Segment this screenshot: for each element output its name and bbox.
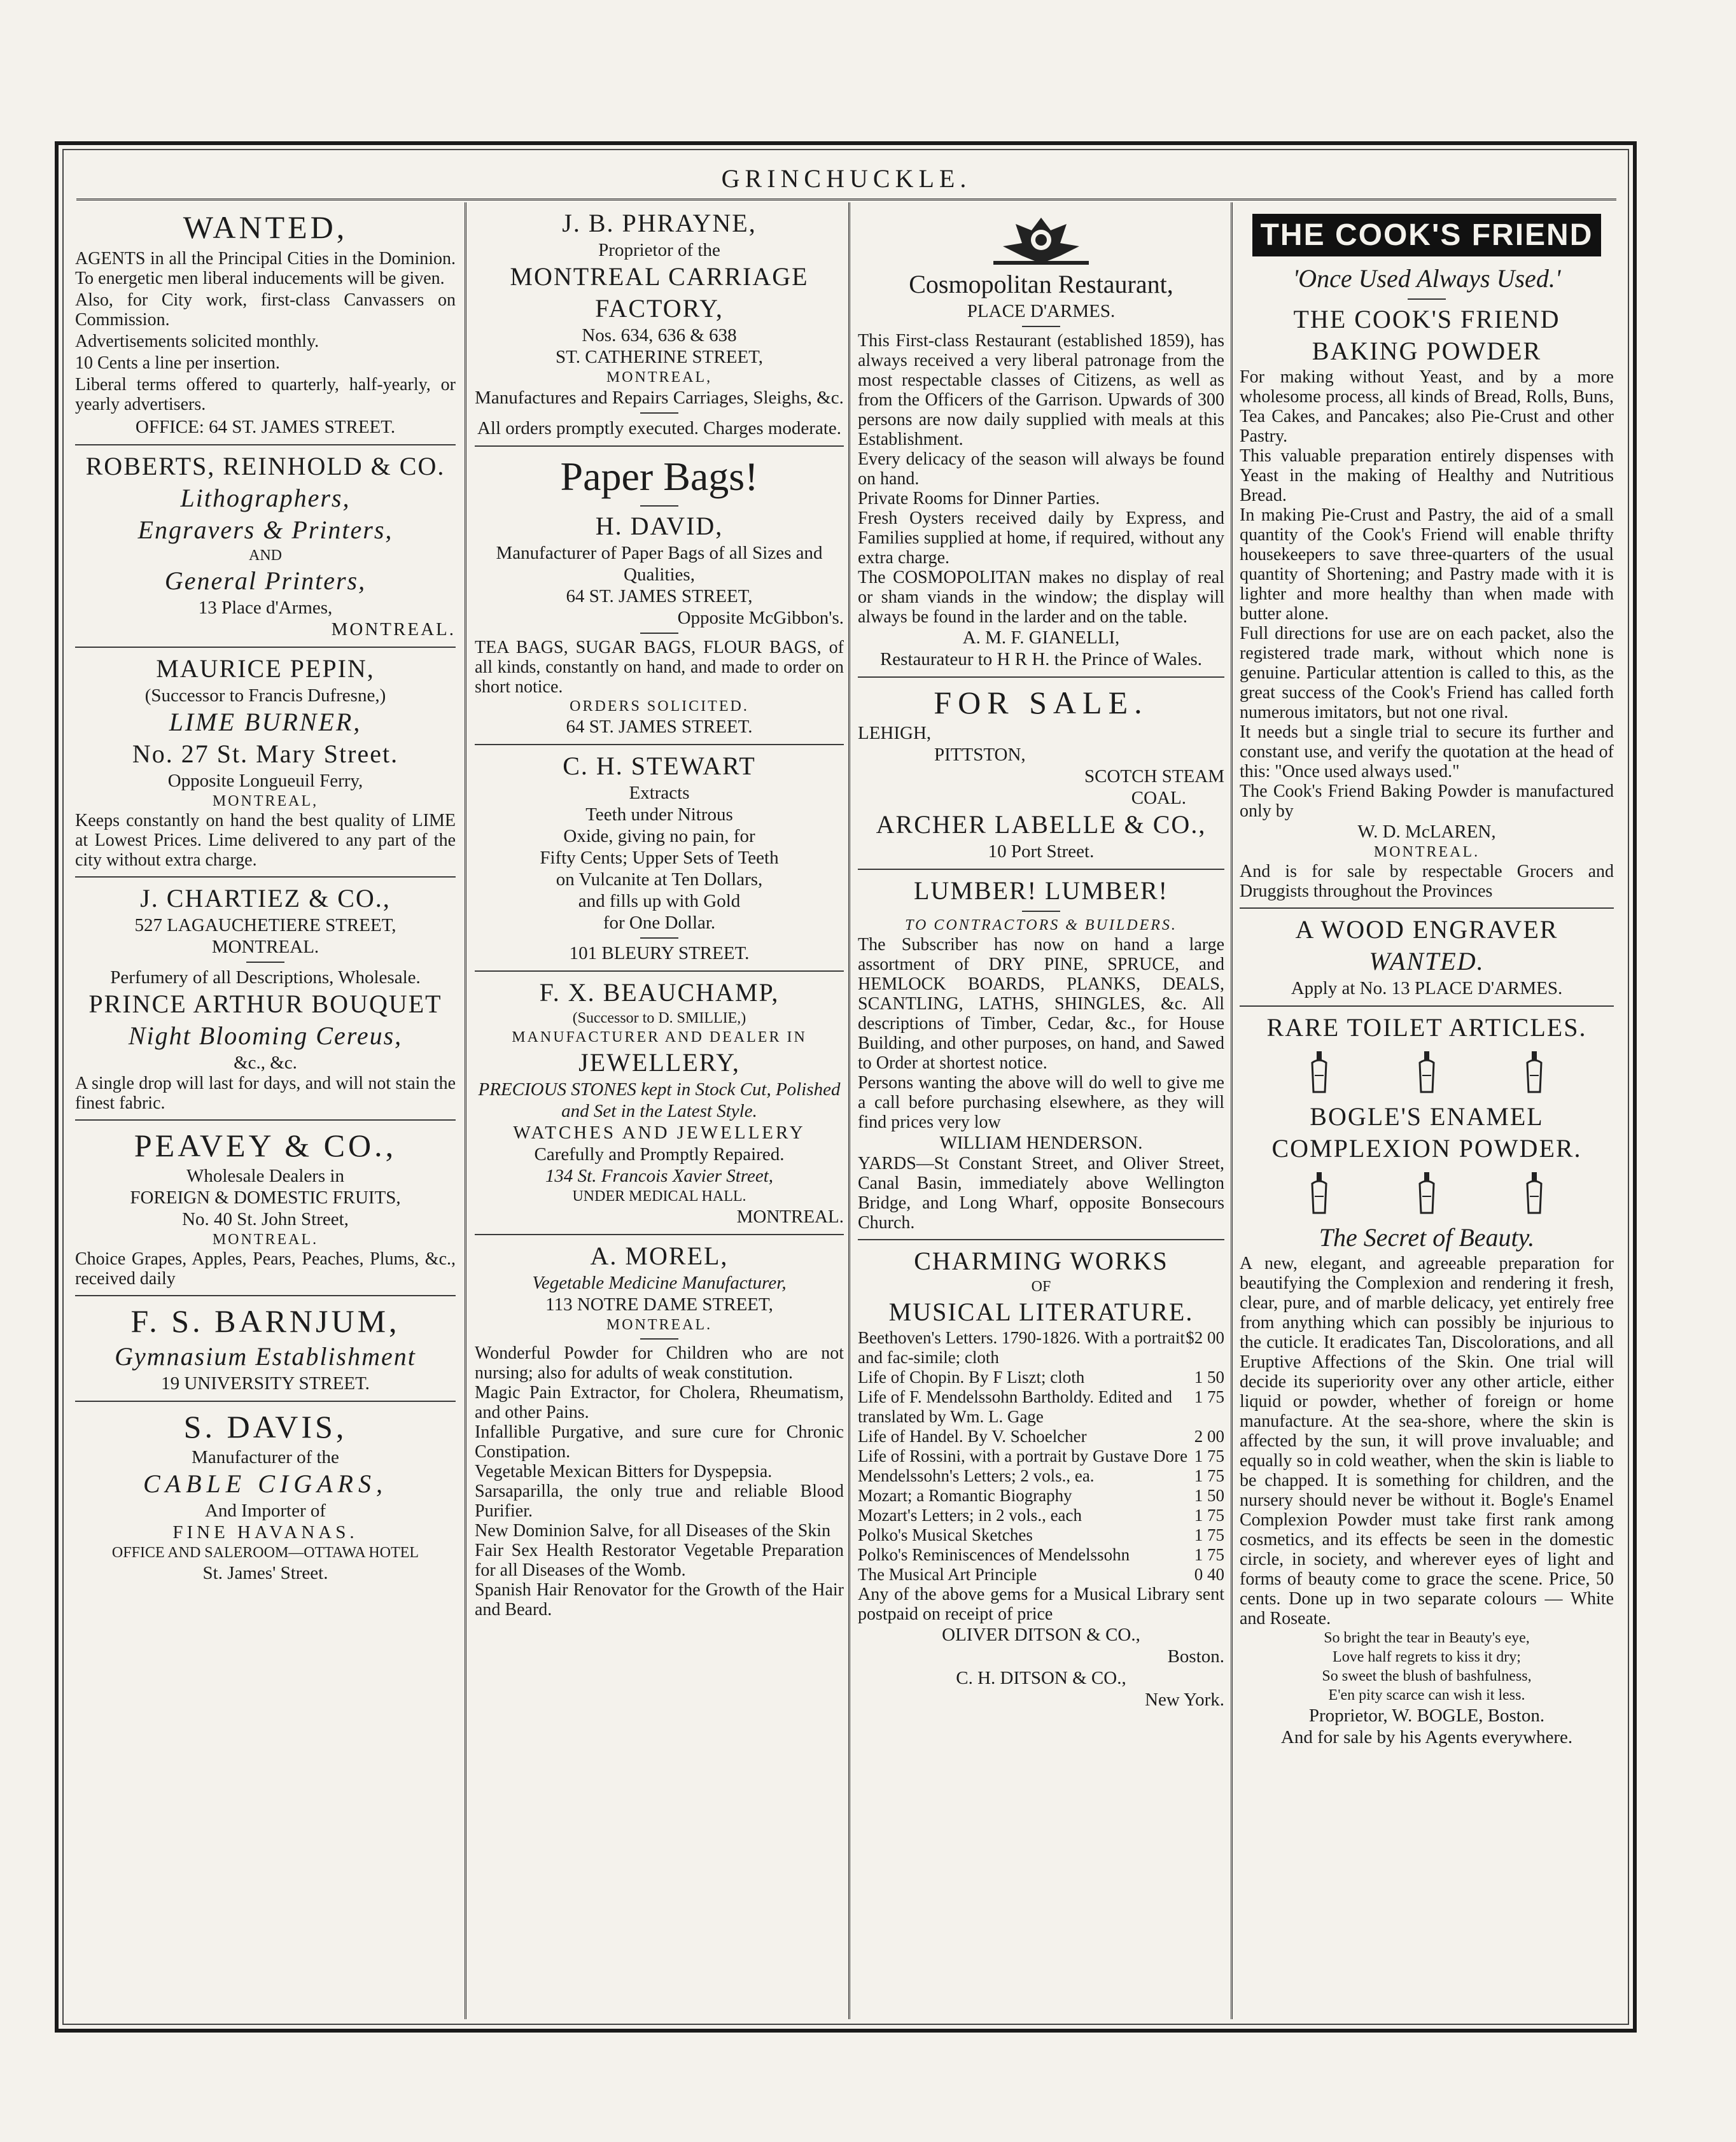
ad-city: MONTREAL. (736, 1207, 844, 1227)
book-price: 1 75 (1194, 1545, 1224, 1564)
ad-text: PRECIOUS STONES kept in Stock Cut, Polished and Set in the Latest Style. (478, 1079, 841, 1121)
ad-text: Oxide, giving no pain, for (563, 826, 755, 846)
ad-text: Advertisements solicited monthly. (75, 332, 319, 351)
bottle-icon (1308, 1171, 1330, 1215)
ad-subtitle: BOGLE'S ENAMEL COMPLEXION POWDER. (1271, 1102, 1582, 1163)
ad-subtitle: Vegetable Medicine Manufacturer, (532, 1273, 787, 1293)
bottle-icon (1523, 1050, 1545, 1095)
ad-signature: A. M. F. GIANELLI, (962, 627, 1120, 648)
ad-subtitle: Gymnasium Establishment (115, 1342, 416, 1371)
ad-city: MONTREAL, (212, 793, 319, 809)
ad-text: This First-class Restaurant (established 1859), has always received a very liberal patronage from the most respectable classes of Citizens, as well as from the Officers of the Garrison. Upwards of 300 persons are now daily supplied with meals at this Establishment. (858, 331, 1224, 449)
ad-text: In making Pie-Crust and Pastry, the aid of a small quantity of the Cook's Friend will enable thrifty housekeepers to save three-quarters of the usual quantity of Shortening; and Pastry made with it is lighter and more healthy than when made with butter alone. (1240, 505, 1614, 624)
ad-subtitle: TO CONTRACTORS & BUILDERS. (905, 917, 1177, 934)
ad-title: ROBERTS, REINHOLD & CO. (85, 452, 445, 480)
book-price: 1 75 (1194, 1506, 1224, 1525)
ad-text: Manufacturer of Paper Bags of all Sizes and Qualities, (496, 543, 823, 585)
ad-city: MONTREAL, (606, 369, 713, 386)
ad-text: The Subscriber has now on hand a large assortment of DRY PINE, SPRUCE, and HEMLOCK BOARDS, PLANKS, DEALS, SCANTLING, LATHS, SHINGLES, &c. All descriptions of Timber, Cedar, &c., for House Building, and other purposes, on hand, and Sawed to Order at shortest notice. (858, 935, 1224, 1073)
ad-title: WANTED, (183, 209, 348, 245)
book-price: 1 50 (1194, 1486, 1224, 1505)
ad-subtitle: CABLE CIGARS, (143, 1469, 388, 1498)
book-title: Polko's Musical Sketches (858, 1525, 1033, 1544)
ad-text: (Successor to D. SMILLIE,) (572, 1010, 746, 1026)
ad-address: 10 Port Street. (988, 841, 1095, 862)
ad-text: Liberal terms offered to quarterly, half-yearly, or yearly advertisers. (75, 375, 456, 414)
ad-title: J. CHARTIEZ & CO., (140, 884, 391, 913)
ad-text: Manufacturer of the (192, 1447, 339, 1467)
book-title: Beethoven's Letters. 1790-1826. With a portrait and fac-simile; cloth (858, 1328, 1185, 1367)
ad-text: FOREIGN & DOMESTIC FRUITS, (130, 1187, 401, 1208)
book-title: Mozart; a Romantic Biography (858, 1486, 1072, 1505)
column-3 (851, 202, 1231, 2019)
ad-subtitle: JEWELLERY, (578, 1048, 740, 1077)
book-title: Life of Chopin. By F Liszt; cloth (858, 1368, 1085, 1387)
rule (640, 1338, 678, 1340)
column-2 (468, 202, 850, 2019)
verse-line: E'en pity scarce can wish it less. (1328, 1687, 1525, 1704)
ad-text: 10 Cents a line per insertion. (75, 353, 280, 373)
book-price: $2 00 (1186, 1328, 1224, 1347)
ad-text: AGENTS in all the Principal Cities in the Dominion. To energetic men liberal inducements will be given. (75, 249, 456, 288)
cooks-friend-logo: THE COOK'S FRIEND (1252, 214, 1601, 256)
ad-text: TEA BAGS, SUGAR BAGS, FLOUR BAGS, of all kinds, constantly on hand, and made to order on short notice. (475, 638, 844, 697)
ad-text: COAL. (1131, 788, 1186, 808)
ad-text: Perfumery of all Descriptions, Wholesale. (110, 967, 421, 988)
book-price: 1 75 (1194, 1525, 1224, 1544)
book-title: Mendelssohn's Letters; 2 vols., ea. (858, 1466, 1095, 1485)
ad-subtitle: MONTREAL CARRIAGE (510, 262, 809, 291)
bottle-row (1265, 1171, 1588, 1215)
table-row (858, 1427, 1224, 1446)
ad-text: All orders promptly executed. Charges moderate. (477, 418, 842, 438)
ad-text: Wholesale Dealers in (186, 1166, 344, 1186)
masthead: GRINCHUCKLE. (721, 164, 972, 193)
ad-city: MONTREAL. (1373, 844, 1480, 860)
ad-subtitle: ARCHER LABELLE & CO., (876, 810, 1207, 839)
ad-text: It needs but a single trial to secure its further and constant use, and verify the quotation at the head of this: "Once used always used." (1240, 722, 1614, 781)
ad-text: Extracts (629, 783, 690, 803)
ad-text: Any of the above gems for a Musical Library sent postpaid on receipt of price (858, 1585, 1224, 1624)
ad-subtitle: Lithographers, (180, 484, 351, 512)
ad-address: OFFICE AND SALEROOM—OTTAWA HOTEL (111, 1544, 419, 1561)
ad-address: 64 ST. JAMES STREET, (566, 586, 753, 606)
ad-text: Private Rooms for Dinner Parties. (858, 489, 1100, 508)
ad-text: Also, for City work, first-class Canvassers on Commission. (75, 290, 456, 330)
ad-text: For making without Yeast, and by a more wholesome process, all kinds of Bread, Rolls, Buns, Tea Cakes, and Pancakes; also Pie-Crust and other Pastry. (1240, 367, 1614, 446)
ad-text: and fills up with Gold (578, 891, 741, 911)
ad-address: 13 Place d'Armes, (198, 598, 333, 618)
ad-text: Manufactures and Repairs Carriages, Sleighs, &c. (475, 388, 844, 408)
column-4 (1233, 202, 1620, 2019)
ad-city: MONTREAL. (606, 1317, 713, 1333)
table-row (858, 1565, 1224, 1585)
ad-city: MONTREAL. (212, 1231, 319, 1248)
ad-paper-bags (475, 447, 844, 745)
ad-text: Opposite McGibbon's. (677, 608, 844, 628)
ad-title: LUMBER! LUMBER! (914, 876, 1168, 905)
ad-cooks-friend (1240, 202, 1614, 909)
ad-address: Nos. 634, 636 & 638 (582, 325, 737, 346)
ad-subtitle: General Printers, (164, 566, 367, 595)
table-row (858, 1545, 1224, 1565)
ad-wood-engraver (1240, 909, 1614, 1007)
ad-title: RARE TOILET ARTICLES. (1266, 1013, 1587, 1042)
ad-text: OF (1031, 1278, 1051, 1295)
verse-line: Love half regrets to kiss it dry; (1333, 1649, 1521, 1665)
rule (1022, 326, 1060, 327)
list-item: Infallible Purgative, and sure cure for Chronic Constipation. (475, 1422, 844, 1462)
ad-peavey (75, 1121, 456, 1296)
ad-text: Full directions for use are on each packet, also the registered trade mark, without which none is genuine. Particular attention is called to this, as the great success of the Cook's Friend has called forth numerous imitators, but not one rival. (1240, 624, 1614, 722)
table-row (858, 1506, 1224, 1525)
list-item: Spanish Hair Renovator for the Growth of the Hair and Beard. (475, 1580, 844, 1620)
list-item: Sarsaparilla, the only true and reliable Blood Purifier. (475, 1481, 844, 1521)
list-item: Magic Pain Extractor, for Cholera, Rheumatism, and other Pains. (475, 1383, 844, 1422)
book-price: 1 75 (1194, 1466, 1224, 1485)
ad-title: A. MOREL, (590, 1242, 729, 1270)
table-row (858, 1368, 1224, 1387)
ad-text: Persons wanting the above will do well to give me a call before purchasing elsewhere, as they will find prices very low (858, 1073, 1224, 1132)
table-row (858, 1446, 1224, 1466)
book-price: 2 00 (1194, 1427, 1224, 1446)
ad-text: for One Dollar. (603, 913, 716, 933)
ad-address: Apply at No. 13 PLACE D'ARMES. (1291, 978, 1563, 998)
ad-music (858, 1240, 1224, 1717)
bottle-icon (1523, 1171, 1545, 1215)
ad-text: ORDERS SOLICITED. (570, 698, 749, 715)
ad-city: MONTREAL. (331, 619, 456, 640)
bottle-icon (1416, 1050, 1438, 1095)
ad-text: Proprietor of the (598, 240, 720, 260)
ad-title: MUSICAL LITERATURE. (888, 1298, 1194, 1326)
ad-text: AND (249, 547, 282, 564)
ad-address: 113 NOTRE DAME STREET, (545, 1294, 773, 1315)
ad-roberts (75, 445, 456, 648)
ad-subtitle: FACTORY, (595, 294, 724, 323)
ad-address: 64 ST. JAMES STREET. (566, 717, 753, 737)
ad-signature: Proprietor, W. BOGLE, Boston. (1308, 1705, 1545, 1726)
ad-barnjum (75, 1296, 456, 1402)
ad-text: A new, elegant, and agreeable preparation for beautifying the Complexion and rendering it fresh, clear, pure, and of marble delicacy, yet entirely free from anything which can possibly be injurious to the cuticle. It eradicates Tan, Discolorations, and all Eruptive Affections of the Skin. One trial will decide its superiority over any other article, either liquid or powder, whether of foreign or home manufacture. At the sea-shore, where the skin is affected by the sun, it will prove invaluable; and equally so in cold weather, when the skin is liable to be chapped. It is something for children, and the nursery should never be without it. Bogle's Enamel Complexion Powder must take first rank among cosmetics, and its effects be seen in the domestic circle, in society, and wherever eyes of light and forms of beauty come to grace the scene. Price, 50 cents. Done up in two separate colours — White and Roseate. (1240, 1254, 1614, 1628)
ad-title: J. B. PHRAYNE, (562, 209, 757, 237)
rule (1022, 911, 1060, 912)
table-row (858, 1466, 1224, 1486)
rule (1408, 298, 1446, 300)
ad-stewart (475, 745, 844, 972)
ad-text: LEHIGH, (858, 723, 932, 743)
masthead-rule (76, 199, 1616, 200)
ad-chartiez (75, 878, 456, 1121)
ad-text: And Importer of (204, 1501, 326, 1521)
ad-text: Every delicacy of the season will always be found on hand. (858, 449, 1224, 489)
column-1 (69, 202, 462, 2019)
ad-signature: WILLIAM HENDERSON. (939, 1133, 1143, 1153)
ad-wanted (75, 202, 456, 445)
ad-text: Opposite Longueuil Ferry, (167, 771, 363, 791)
ad-text: And is for sale by respectable Grocers and Druggists throughout the Provinces (1240, 862, 1614, 901)
ad-text: And for sale by his Agents everywhere. (1280, 1727, 1573, 1747)
book-title: Life of Rossini, with a portrait by Gustave Dore (858, 1446, 1188, 1466)
ad-lumber (858, 870, 1224, 1240)
ad-city: New York. (1145, 1690, 1224, 1710)
rule (640, 633, 678, 634)
rule (640, 412, 678, 414)
ad-title: F. S. BARNJUM, (130, 1303, 400, 1339)
ad-address: PLACE D'ARMES. (967, 301, 1116, 321)
ad-signature: C. H. DITSON & CO., (956, 1668, 1126, 1688)
ad-for-sale (858, 678, 1224, 870)
book-title: Polko's Reminiscences of Mendelssohn (858, 1545, 1130, 1564)
list-item: Wonderful Powder for Children who are not nursing; also for adults of weak constitution. (475, 1343, 844, 1383)
list-item: New Dominion Salve, for all Diseases of the Skin (475, 1521, 831, 1541)
ad-address: OFFICE: 64 ST. JAMES STREET. (135, 417, 396, 437)
list-item: Fair Sex Health Restorator Vegetable Preparation for all Diseases of the Womb. (475, 1541, 844, 1580)
ad-title: S. DAVIS, (183, 1409, 347, 1445)
ad-title: MAURICE PEPIN, (156, 654, 375, 683)
book-price: 1 75 (1194, 1446, 1224, 1466)
ad-address: 134 St. Francois Xavier Street, (545, 1166, 774, 1186)
verse-line: So sweet the blush of bashfulness, (1322, 1668, 1532, 1684)
ad-address: ST. CATHERINE STREET, (556, 347, 763, 367)
rule (640, 505, 678, 507)
verse-line: So bright the tear in Beauty's eye, (1324, 1630, 1530, 1646)
ad-subtitle: Night Blooming Cereus, (128, 1021, 403, 1050)
ad-text: on Vulcanite at Ten Dollars, (556, 869, 763, 890)
ad-subtitle: H. DAVID, (595, 512, 724, 540)
rule (640, 937, 678, 939)
ad-address: 101 BLEURY STREET. (569, 943, 750, 963)
ad-subtitle: Engravers & Printers, (137, 515, 393, 544)
ad-title: Cosmopolitan Restaurant, (909, 270, 1173, 298)
ad-address: 527 LAGAUCHETIERE STREET, (134, 915, 396, 935)
book-title: Life of Handel. By V. Schoelcher (858, 1427, 1087, 1446)
ad-text: Keeps constantly on hand the best quality of LIME at Lowest Prices. Lime delivered to any part of the city without extra charge. (75, 811, 456, 870)
ad-title: A WOOD ENGRAVER (1295, 915, 1558, 944)
ad-cosmopolitan (858, 202, 1224, 678)
ad-address: No. 27 St. Mary Street. (132, 739, 399, 768)
table-row (858, 1328, 1224, 1368)
ad-address: St. James' Street. (202, 1563, 328, 1583)
ad-text: The Cook's Friend Baking Powder is manufactured only by (1240, 781, 1614, 821)
ad-text: UNDER MEDICAL HALL. (572, 1188, 746, 1205)
ad-text: Fresh Oysters received daily by Express, and Families supplied at home, if required, without any extra charge. (858, 508, 1224, 568)
book-price: 0 40 (1194, 1565, 1224, 1584)
ad-text: YARDS—St Constant Street, and Oliver Street, Canal Basin, immediately above Wellington Bridge, and Long Wharf, opposite Bonsecours Church. (858, 1154, 1224, 1233)
ad-subtitle: The Secret of Beauty. (1319, 1223, 1535, 1252)
table-row (858, 1387, 1224, 1427)
book-title: Life of F. Mendelssohn Bartholdy. Edited and translated by Wm. L. Gage (858, 1387, 1173, 1426)
ad-signature: OLIVER DITSON & CO., (942, 1625, 1140, 1645)
rule (246, 962, 284, 963)
ad-text: PITTSTON, (934, 745, 1026, 765)
book-title: Mozart's Letters; in 2 vols., each (858, 1506, 1082, 1525)
column-divider (465, 202, 466, 2019)
ad-text: Choice Grapes, Apples, Pears, Peaches, Plums, &c., received daily (75, 1249, 456, 1289)
table-row (858, 1525, 1224, 1545)
ad-subtitle: LIME BURNER, (169, 708, 362, 736)
ad-title: THE COOK'S FRIEND (1293, 305, 1560, 333)
ad-title: C. H. STEWART (563, 752, 756, 780)
ad-motto: 'Once Used Always Used.' (1292, 264, 1561, 293)
ad-signature: Restaurateur to H R H. the Prince of Wales. (879, 649, 1203, 669)
ad-city: MONTREAL. (211, 937, 319, 957)
ad-text: MANUFACTURER AND DEALER IN (512, 1029, 807, 1046)
ad-text: This valuable preparation entirely dispenses with Yeast in the making of Healthy and Nutritious Bread. (1240, 446, 1614, 505)
ad-title: BAKING POWDER (1312, 337, 1542, 365)
ad-address: No. 40 St. John Street, (182, 1209, 349, 1229)
column-divider (1231, 202, 1233, 2019)
ad-title: PEAVEY & CO., (134, 1128, 397, 1163)
book-price: 1 75 (1194, 1387, 1224, 1406)
ad-title: Paper Bags! (560, 454, 759, 499)
ad-text: SCOTCH STEAM (1084, 766, 1224, 787)
ad-title: WANTED. (1369, 947, 1485, 976)
book-price: 1 50 (1194, 1368, 1224, 1387)
bottle-row (1265, 1050, 1588, 1095)
ad-toilet (1240, 1007, 1614, 1754)
ad-text: The COSMOPOLITAN makes no display of real or sham viands in the window; the display will always be found in the larder and on the table. (858, 568, 1224, 627)
ad-title: F. X. BEAUCHAMP, (539, 978, 780, 1007)
ad-text: Fifty Cents; Upper Sets of Teeth (540, 848, 779, 868)
ad-signature: W. D. McLAREN, (1357, 822, 1496, 842)
ad-subtitle: FINE HAVANAS. (172, 1522, 358, 1543)
bottle-icon (1416, 1171, 1438, 1215)
ad-text: A single drop will last for days, and will not stain the finest fabric. (75, 1074, 456, 1113)
ad-city: Boston. (1167, 1646, 1224, 1667)
ad-davis (75, 1402, 456, 1590)
ad-subtitle: WATCHES AND JEWELLERY (513, 1123, 806, 1143)
ad-beauchamp (475, 972, 844, 1235)
ad-text: (Successor to Francis Dufresne,) (144, 685, 386, 706)
ad-text: Carefully and Promptly Repaired. (534, 1144, 785, 1165)
ad-phrayne (475, 202, 844, 447)
ad-pepin (75, 648, 456, 878)
ad-text: &c., &c. (234, 1053, 297, 1073)
ad-title: FOR SALE. (934, 685, 1149, 720)
crest-icon (977, 211, 1105, 269)
book-title: The Musical Art Principle (858, 1565, 1037, 1584)
ad-text: Teeth under Nitrous (585, 804, 733, 825)
list-item: Vegetable Mexican Bitters for Dyspepsia. (475, 1462, 773, 1481)
ad-title: CHARMING WORKS (914, 1247, 1168, 1275)
bottle-icon (1308, 1050, 1330, 1095)
table-row (858, 1486, 1224, 1506)
ad-address: 19 UNIVERSITY STREET. (161, 1373, 370, 1394)
ad-subtitle: PRINCE ARTHUR BOUQUET (88, 990, 442, 1018)
ad-morel (475, 1235, 844, 1626)
